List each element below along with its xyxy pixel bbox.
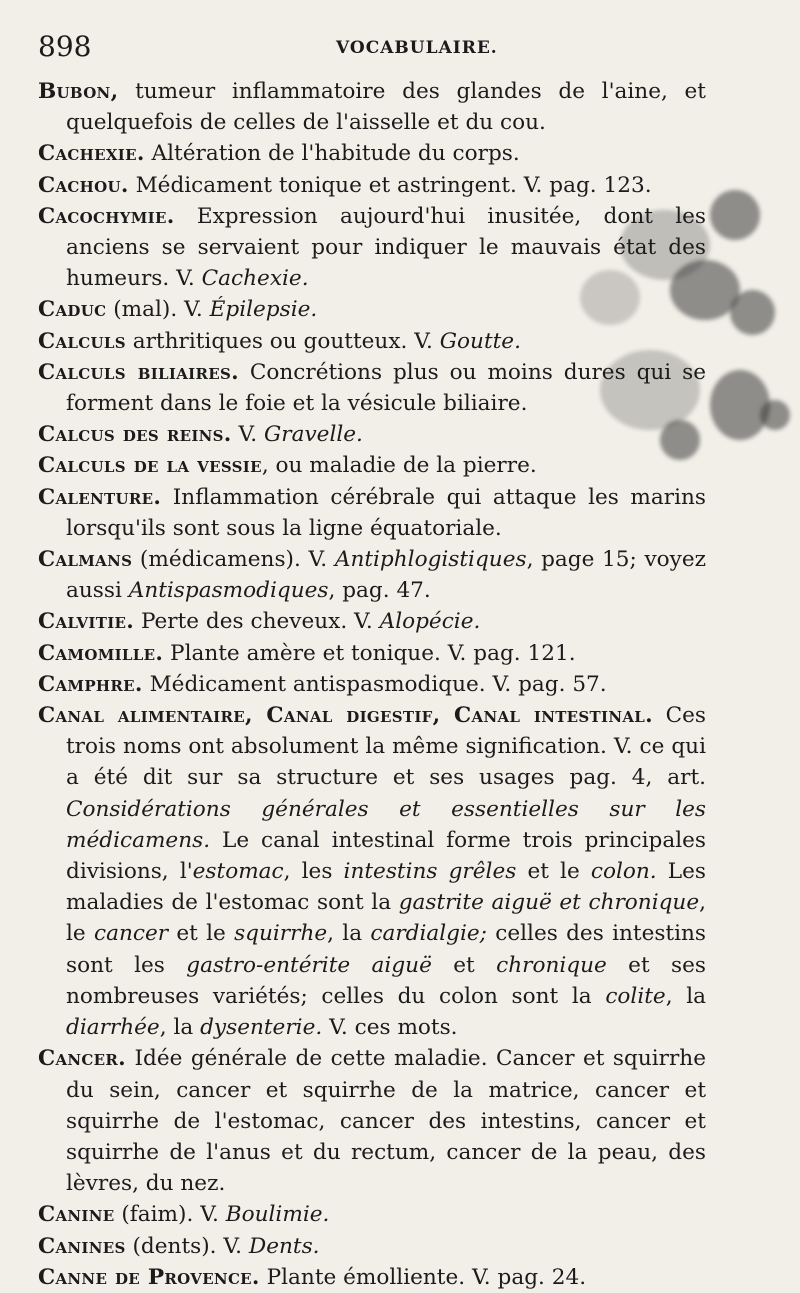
entry-cancer xyxy=(38,1043,706,1199)
entry-bubon xyxy=(38,76,706,138)
entry-term: Calenture. xyxy=(38,484,162,510)
entry-reference: chronique xyxy=(496,952,607,978)
entry-text: , pag. 47. xyxy=(328,578,431,604)
entry-text: et ses nombreuses variétés; celles du colon sont la xyxy=(66,952,706,1009)
entry-text: Perte des cheveux. V. xyxy=(134,609,380,635)
entry-text: Altération de l'habitude du corps. xyxy=(144,141,520,167)
vocabulary-entries xyxy=(38,76,706,1293)
entry-reference: intestins grêles xyxy=(343,859,517,885)
entry-text: , la xyxy=(665,983,706,1009)
entry-text: Plante émolliente. V. pag. 24. xyxy=(259,1264,587,1290)
entry-term: Cacochymie. xyxy=(38,203,175,229)
entry-term: Calvitie. xyxy=(38,609,135,635)
entry-term: Calculs biliaires. xyxy=(38,359,239,385)
entry-text: Idée générale de cette maladie. Cancer et squirrhe du sein, cancer et squirrhe de la matrice, cancer et squirrhe de l'estomac, cancer des intestins, cancer et squirrhe de l'anus et du rectum, cancer de la peau, des lèvres, du nez. xyxy=(66,1046,706,1197)
entry-text: Expression aujourd'hui inusitée, dont les anciens se servaient pour indiquer le mauvais état des humeurs. V. xyxy=(66,203,706,292)
entry-text: arthritiques ou goutteux. V. xyxy=(125,328,440,354)
entry-calculs xyxy=(38,326,706,357)
entry-term: Calculs xyxy=(38,328,126,354)
entry-text: (mal). V. xyxy=(106,297,210,323)
entry-text: , les xyxy=(283,859,344,885)
entry-reference: Épilepsie. xyxy=(209,297,318,323)
entry-text: , le xyxy=(66,890,706,947)
entry-text: (dents). V. xyxy=(125,1233,249,1259)
entry-text: Le canal intestinal forme trois principales divisions, l' xyxy=(66,827,706,885)
entry-term: Calmans xyxy=(38,547,133,573)
entry-caduc xyxy=(38,294,706,325)
entry-reference: diarrhée xyxy=(66,1015,160,1041)
entry-canal xyxy=(38,700,706,1043)
entry-term: Calcus des reins. xyxy=(38,422,232,448)
entry-text: celles des intestins sont les xyxy=(66,921,706,978)
entry-text: Les maladies de l'estomac sont la xyxy=(66,859,706,916)
entry-reference: Alopécie. xyxy=(379,609,481,635)
entry-term: Cachou. xyxy=(38,172,129,198)
entry-reference: Cachexie. xyxy=(201,266,309,292)
entry-canines xyxy=(38,1231,706,1262)
entry-reference: Dents. xyxy=(248,1233,320,1259)
running-title: VOCABULAIRE. xyxy=(336,38,498,58)
entry-reference: squirrhe xyxy=(234,921,328,947)
entry-reference: colite xyxy=(605,983,666,1009)
entry-reference: dysenterie. xyxy=(200,1015,323,1041)
entry-reference: Goutte. xyxy=(439,328,521,354)
entry-term: Calculs de la vessie xyxy=(38,453,262,479)
entry-term: Caduc xyxy=(38,297,107,323)
entry-camphre xyxy=(38,669,706,700)
entry-text: V. ces mots. xyxy=(322,1015,458,1041)
entry-text: (faim). V. xyxy=(114,1202,226,1228)
entry-term: Canines xyxy=(38,1233,126,1259)
entry-reference: cancer xyxy=(93,921,169,947)
entry-reference: Boulimie. xyxy=(225,1202,330,1228)
entry-camomille xyxy=(38,638,706,669)
entry-cachexie xyxy=(38,138,706,169)
entry-text: V. xyxy=(231,422,265,448)
entry-reference: Gravelle. xyxy=(264,422,363,448)
entry-text: (médicamens). V. xyxy=(132,547,335,573)
entry-term: Canne de Provence. xyxy=(38,1264,260,1290)
entry-reference: colon. xyxy=(590,859,657,885)
entry-term: Canine xyxy=(38,1202,115,1228)
entry-calvitie xyxy=(38,606,706,637)
entry-text: Concrétions plus ou moins dures qui se forment dans le foie et la vésicule biliaire. xyxy=(66,359,707,417)
page-header xyxy=(38,30,758,70)
entry-term: Cachexie. xyxy=(38,141,145,167)
entry-reference: estomac xyxy=(192,859,284,885)
entry-text: et le xyxy=(168,921,235,947)
entry-term: Camphre. xyxy=(38,671,143,697)
entry-calculs-de-la-vessie xyxy=(38,450,706,481)
entry-reference: Antiphlogistiques xyxy=(334,547,527,573)
entry-cachou xyxy=(38,170,706,201)
entry-calmans xyxy=(38,544,706,606)
entry-reference: Considérations générales et essentielles sur les médicamens. xyxy=(66,796,706,853)
entry-term: Bubon, xyxy=(38,79,119,104)
entry-calcus-des-reins xyxy=(38,419,706,450)
entry-canne-de-provence xyxy=(38,1262,706,1293)
entry-text: , page 15; voyez aussi xyxy=(66,547,707,604)
entry-text: Ces trois noms ont absolument la même signification. V. ce qui a été dit sur sa structure et ses usages pag. 4, art. xyxy=(66,703,706,791)
entry-text: , ou maladie de la pierre. xyxy=(261,453,537,479)
entry-cacochymie xyxy=(38,201,706,295)
entry-reference: gastrite aiguë et chronique xyxy=(398,890,700,916)
entry-term: Canal alimentaire, Canal digestif, Canal intestinal. xyxy=(38,703,653,729)
entry-text: et xyxy=(431,952,497,978)
entry-text: , la xyxy=(159,1015,201,1041)
entry-text: , la xyxy=(327,921,371,947)
entry-term: Cancer. xyxy=(38,1046,126,1072)
entry-text: Médicament tonique et astringent. V. pag. 123. xyxy=(128,172,652,198)
entry-text: et le xyxy=(516,859,591,885)
entry-text: Plante amère et tonique. V. pag. 121. xyxy=(163,640,576,666)
page-number: 898 xyxy=(38,30,92,63)
entry-reference: Antispasmodiques xyxy=(128,578,329,604)
entry-calculs-biliaires xyxy=(38,357,706,419)
entry-calenture xyxy=(38,482,706,544)
entry-text: Médicament antispasmodique. V. pag. 57. xyxy=(142,671,607,697)
entry-text: Inflammation cérébrale qui attaque les marins lorsqu'ils sont sous la ligne équatoriale. xyxy=(66,484,706,541)
entry-text: tumeur inflammatoire des glandes de l'aine, et quelquefois de celles de l'aisselle et du cou. xyxy=(66,79,706,136)
entry-reference: gastro-entérite aiguë xyxy=(186,952,432,978)
entry-term: Camomille. xyxy=(38,640,164,666)
entry-reference: cardialgie; xyxy=(370,921,487,947)
entry-canine xyxy=(38,1199,706,1230)
